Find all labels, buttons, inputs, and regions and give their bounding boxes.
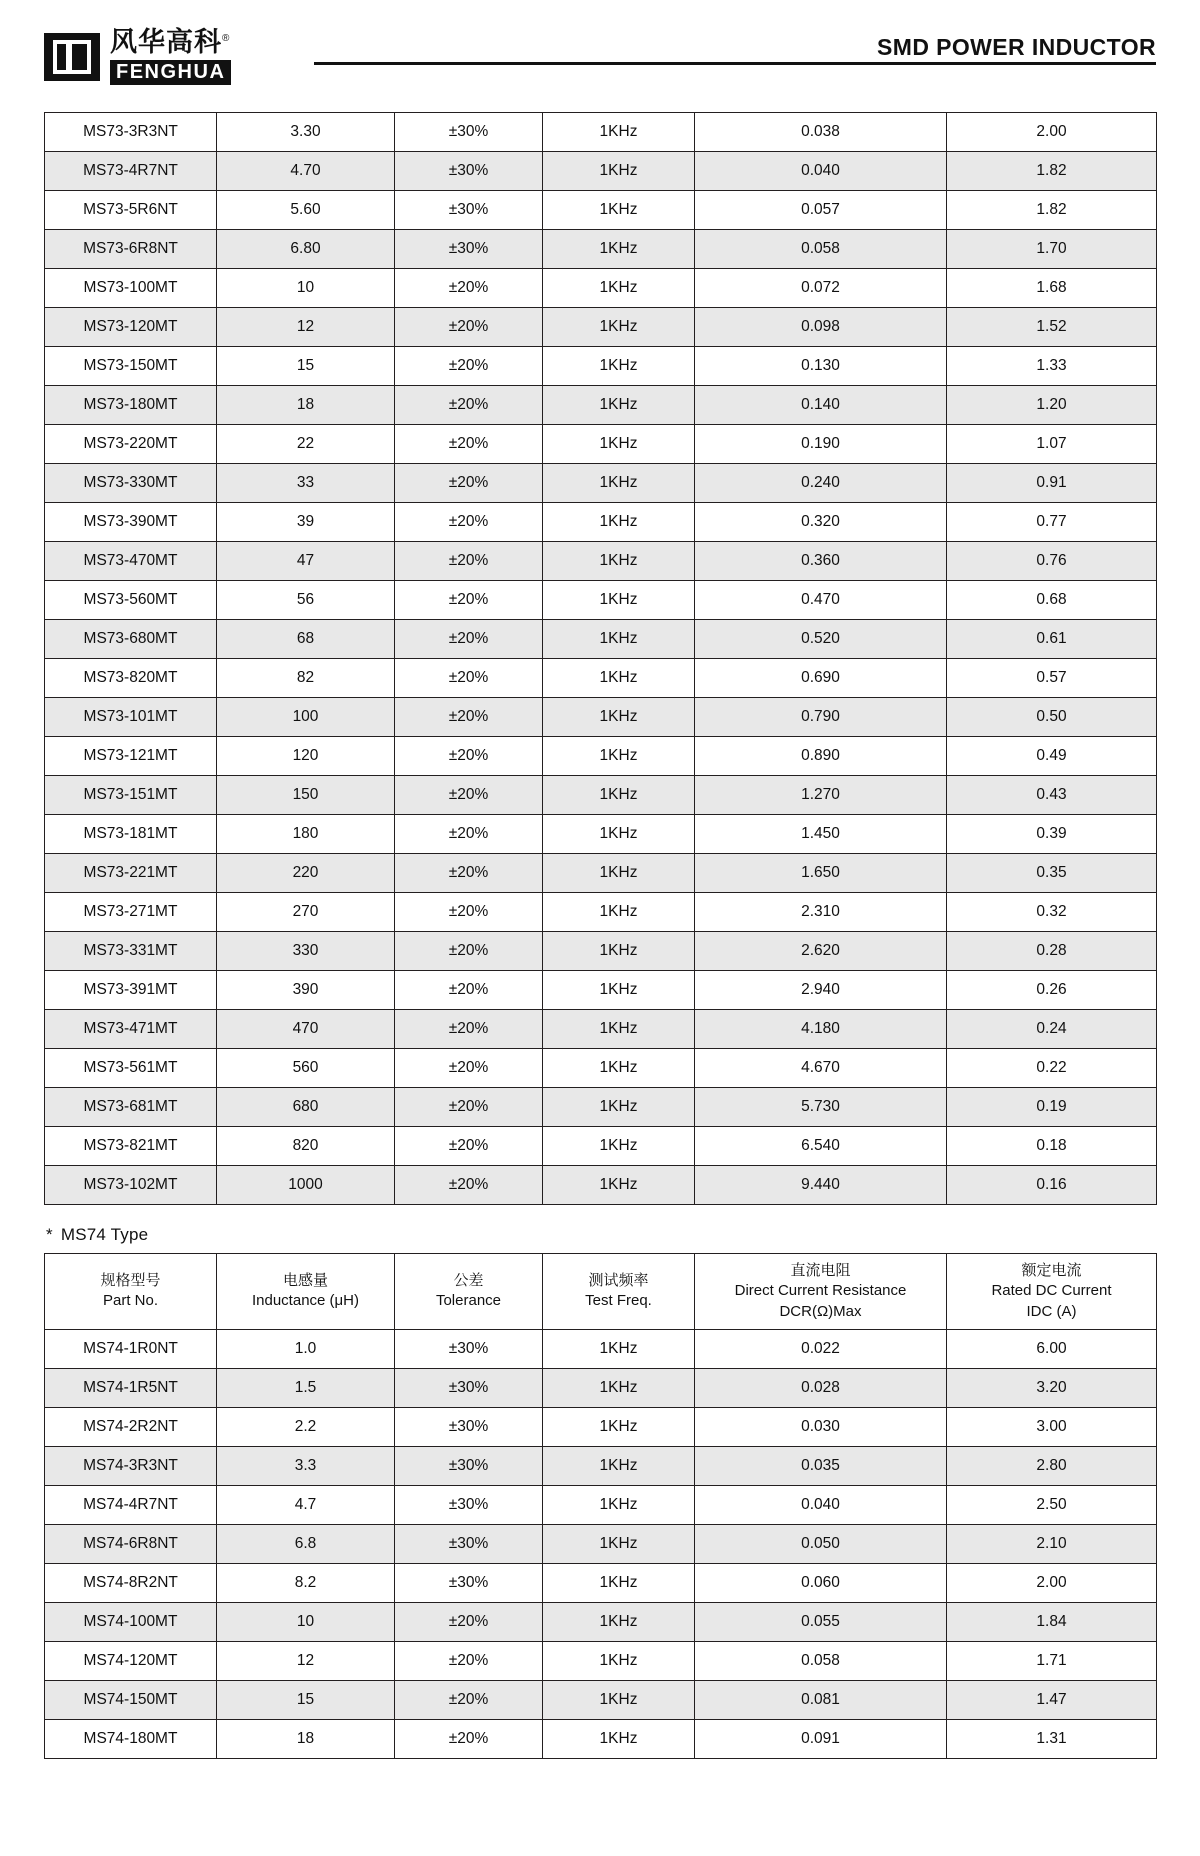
table-cell: 1.650 [695, 854, 947, 893]
table-cell: ±30% [395, 1524, 543, 1563]
table-row [45, 854, 1157, 893]
table-cell: 6.80 [217, 230, 395, 269]
table-cell: 0.790 [695, 698, 947, 737]
table-cell: 2.310 [695, 893, 947, 932]
table-cell: MS73-471MT [45, 1010, 217, 1049]
table-cell: MS73-390MT [45, 503, 217, 542]
table-cell: 2.80 [947, 1446, 1157, 1485]
table-cell: 1KHz [543, 620, 695, 659]
table-cell: MS73-120MT [45, 308, 217, 347]
table-cell: 8.2 [217, 1563, 395, 1602]
table-cell: 0.49 [947, 737, 1157, 776]
table-cell: 1KHz [543, 425, 695, 464]
table-row [45, 1641, 1157, 1680]
table-cell: 2.00 [947, 113, 1157, 152]
table-cell: 1KHz [543, 386, 695, 425]
table-cell: ±20% [395, 659, 543, 698]
table-cell: 1KHz [543, 1329, 695, 1368]
table-cell: 6.540 [695, 1127, 947, 1166]
table-cell: 1.82 [947, 191, 1157, 230]
table-cell: ±20% [395, 776, 543, 815]
table-row [45, 1485, 1157, 1524]
table-cell: 1KHz [543, 1602, 695, 1641]
table-cell: MS73-271MT [45, 893, 217, 932]
table-cell: 0.050 [695, 1524, 947, 1563]
table-cell: MS73-151MT [45, 776, 217, 815]
table-row [45, 932, 1157, 971]
table-cell: ±20% [395, 1088, 543, 1127]
table-row [45, 620, 1157, 659]
table-row [45, 893, 1157, 932]
table-cell: 1KHz [543, 269, 695, 308]
table-cell: 0.68 [947, 581, 1157, 620]
table-cell: 0.038 [695, 113, 947, 152]
table-cell: ±20% [395, 620, 543, 659]
table-cell: 0.098 [695, 308, 947, 347]
table-row [45, 230, 1157, 269]
table-cell: 1.450 [695, 815, 947, 854]
table-cell: ±20% [395, 581, 543, 620]
table-cell: ±20% [395, 1719, 543, 1758]
table-cell: MS73-5R6NT [45, 191, 217, 230]
table-row [45, 503, 1157, 542]
table-cell: MS73-102MT [45, 1166, 217, 1205]
table-cell: 1.70 [947, 230, 1157, 269]
table-row [45, 464, 1157, 503]
table-row [45, 581, 1157, 620]
header-rated-current: 额定电流 Rated DC Current IDC (A) [947, 1254, 1157, 1330]
table-cell: ±20% [395, 737, 543, 776]
brand-name-en: FENGHUA [110, 60, 231, 85]
table-cell: ±20% [395, 1010, 543, 1049]
table-cell: MS74-1R0NT [45, 1329, 217, 1368]
table-cell: MS73-821MT [45, 1127, 217, 1166]
table-cell: 1KHz [543, 1563, 695, 1602]
table-cell: 2.2 [217, 1407, 395, 1446]
table-cell: 1KHz [543, 503, 695, 542]
table-cell: 0.035 [695, 1446, 947, 1485]
table-cell: 0.43 [947, 776, 1157, 815]
table-cell: 1KHz [543, 1166, 695, 1205]
table-cell: 1.5 [217, 1368, 395, 1407]
table-cell: 390 [217, 971, 395, 1010]
header-part-no: 规格型号 Part No. [45, 1254, 217, 1330]
table-cell: MS73-221MT [45, 854, 217, 893]
table-cell: 1KHz [543, 1524, 695, 1563]
table-cell: 2.940 [695, 971, 947, 1010]
table-cell: ±30% [395, 1485, 543, 1524]
table-cell: 1KHz [543, 191, 695, 230]
table-cell: MS74-2R2NT [45, 1407, 217, 1446]
table-cell: 18 [217, 1719, 395, 1758]
table-cell: 1KHz [543, 776, 695, 815]
table-cell: 1.07 [947, 425, 1157, 464]
table-cell: 0.040 [695, 152, 947, 191]
table-cell: 0.022 [695, 1329, 947, 1368]
table-cell: MS73-100MT [45, 269, 217, 308]
table-cell: ±20% [395, 893, 543, 932]
page-title: SMD POWER INDUCTOR [863, 34, 1156, 61]
table-cell: ±20% [395, 347, 543, 386]
table-cell: 1.82 [947, 152, 1157, 191]
table-cell: ±30% [395, 191, 543, 230]
table-cell: 0.77 [947, 503, 1157, 542]
table-cell: 0.32 [947, 893, 1157, 932]
table-cell: MS73-330MT [45, 464, 217, 503]
table-row [45, 776, 1157, 815]
table-row [45, 347, 1157, 386]
table-row [45, 1563, 1157, 1602]
table-cell: ±20% [395, 503, 543, 542]
table-row [45, 152, 1157, 191]
table-cell: ±30% [395, 1329, 543, 1368]
table-cell: 1000 [217, 1166, 395, 1205]
table-cell: 6.8 [217, 1524, 395, 1563]
table-cell: 0.76 [947, 542, 1157, 581]
table-row [45, 113, 1157, 152]
header-tolerance: 公差 Tolerance [395, 1254, 543, 1330]
table-cell: 1KHz [543, 1088, 695, 1127]
brand-text [110, 29, 231, 85]
table-cell: 0.055 [695, 1602, 947, 1641]
table-cell: ±30% [395, 113, 543, 152]
table-cell: 1KHz [543, 1127, 695, 1166]
table-cell: 1.68 [947, 269, 1157, 308]
table-cell: MS73-150MT [45, 347, 217, 386]
table-cell: MS73-181MT [45, 815, 217, 854]
table-row [45, 815, 1157, 854]
table-row [45, 1368, 1157, 1407]
table-cell: 15 [217, 1680, 395, 1719]
table-cell: ±30% [395, 1563, 543, 1602]
table-cell: 1KHz [543, 581, 695, 620]
table-cell: 0.320 [695, 503, 947, 542]
table-cell: ±20% [395, 308, 543, 347]
table-cell: ±20% [395, 854, 543, 893]
table-cell: 10 [217, 1602, 395, 1641]
table-row [45, 1602, 1157, 1641]
table-row [45, 269, 1157, 308]
table-cell: 0.22 [947, 1049, 1157, 1088]
table-row [45, 1680, 1157, 1719]
table-row [45, 1049, 1157, 1088]
table-cell: 1KHz [543, 1407, 695, 1446]
table-cell: 0.360 [695, 542, 947, 581]
table-cell: ±30% [395, 1446, 543, 1485]
table-cell: 0.190 [695, 425, 947, 464]
table-row [45, 1010, 1157, 1049]
table-cell: 680 [217, 1088, 395, 1127]
table-row [45, 425, 1157, 464]
table-cell: 0.058 [695, 230, 947, 269]
table-cell: 1KHz [543, 1010, 695, 1049]
table-cell: 5.730 [695, 1088, 947, 1127]
table-cell: MS73-560MT [45, 581, 217, 620]
table-cell: ±20% [395, 425, 543, 464]
table-cell: 12 [217, 1641, 395, 1680]
table-row [45, 1127, 1157, 1166]
table-cell: ±30% [395, 1407, 543, 1446]
fenghua-logo-icon [44, 33, 100, 81]
table-cell: ±30% [395, 152, 543, 191]
table-cell: ±20% [395, 932, 543, 971]
table-cell: 100 [217, 698, 395, 737]
table-cell: MS74-180MT [45, 1719, 217, 1758]
table-row [45, 1329, 1157, 1368]
table-cell: 1KHz [543, 737, 695, 776]
table-cell: ±30% [395, 230, 543, 269]
table-cell: MS73-101MT [45, 698, 217, 737]
table-cell: 1.47 [947, 1680, 1157, 1719]
table-cell: ±20% [395, 815, 543, 854]
table-cell: 1.31 [947, 1719, 1157, 1758]
table-cell: 180 [217, 815, 395, 854]
ms73-table [44, 112, 1157, 1205]
table-cell: 0.520 [695, 620, 947, 659]
header-divider [314, 62, 1156, 65]
table-cell: 1KHz [543, 113, 695, 152]
table-cell: 4.670 [695, 1049, 947, 1088]
table-cell: 1KHz [543, 464, 695, 503]
registered-mark: ® [222, 33, 231, 44]
table-cell: 47 [217, 542, 395, 581]
page-header [44, 0, 1156, 100]
table-cell: 12 [217, 308, 395, 347]
table-cell: MS73-220MT [45, 425, 217, 464]
table-cell: 1KHz [543, 971, 695, 1010]
table-row [45, 737, 1157, 776]
table-cell: MS74-150MT [45, 1680, 217, 1719]
table-cell: 1.270 [695, 776, 947, 815]
table-cell: 1.71 [947, 1641, 1157, 1680]
table-cell: 0.060 [695, 1563, 947, 1602]
table-cell: MS73-561MT [45, 1049, 217, 1088]
table-cell: MS74-3R3NT [45, 1446, 217, 1485]
table-cell: MS73-681MT [45, 1088, 217, 1127]
table-cell: 0.50 [947, 698, 1157, 737]
ms74-label-text: MS74 Type [60, 1225, 149, 1244]
header-inductance: 电感量 Inductance (μH) [217, 1254, 395, 1330]
table-row [45, 698, 1157, 737]
table-row [45, 971, 1157, 1010]
table-cell: 2.10 [947, 1524, 1157, 1563]
table-cell: 4.180 [695, 1010, 947, 1049]
table-cell: 470 [217, 1010, 395, 1049]
table-cell: MS73-391MT [45, 971, 217, 1010]
table-cell: 1.33 [947, 347, 1157, 386]
table-cell: 6.00 [947, 1329, 1157, 1368]
table-cell: 270 [217, 893, 395, 932]
table-cell: 0.890 [695, 737, 947, 776]
table-cell: 22 [217, 425, 395, 464]
table-cell: 1KHz [543, 1680, 695, 1719]
table-row [45, 191, 1157, 230]
table-cell: ±20% [395, 1049, 543, 1088]
table-cell: MS74-100MT [45, 1602, 217, 1641]
table-cell: 0.140 [695, 386, 947, 425]
table-cell: ±20% [395, 1127, 543, 1166]
table-cell: MS73-121MT [45, 737, 217, 776]
table-cell: 0.130 [695, 347, 947, 386]
table-cell: 0.91 [947, 464, 1157, 503]
table-cell: 560 [217, 1049, 395, 1088]
table-cell: 0.24 [947, 1010, 1157, 1049]
table-cell: MS73-820MT [45, 659, 217, 698]
table-cell: 1.20 [947, 386, 1157, 425]
table-cell: 150 [217, 776, 395, 815]
table-cell: ±20% [395, 269, 543, 308]
table-cell: ±20% [395, 1166, 543, 1205]
table-cell: 0.040 [695, 1485, 947, 1524]
table-cell: 0.35 [947, 854, 1157, 893]
ms73-table-wrapper [44, 112, 1156, 1205]
table-cell: 3.30 [217, 113, 395, 152]
table-cell: ±20% [395, 386, 543, 425]
table-row [45, 1407, 1157, 1446]
table-row [45, 386, 1157, 425]
table-cell: 0.057 [695, 191, 947, 230]
table-cell: MS73-331MT [45, 932, 217, 971]
table-cell: 5.60 [217, 191, 395, 230]
table-cell: 10 [217, 269, 395, 308]
table-row [45, 1524, 1157, 1563]
table-cell: 0.26 [947, 971, 1157, 1010]
table-cell: 33 [217, 464, 395, 503]
table-cell: 3.00 [947, 1407, 1157, 1446]
table-cell: ±20% [395, 1602, 543, 1641]
table-cell: 1.0 [217, 1329, 395, 1368]
table-cell: 0.61 [947, 620, 1157, 659]
table-cell: 0.470 [695, 581, 947, 620]
header-dcr: 直流电阻 Direct Current Resistance DCR(Ω)Max [695, 1254, 947, 1330]
brand-name-cn: 风华高科® [110, 27, 231, 57]
table-cell: MS74-6R8NT [45, 1524, 217, 1563]
table-cell: ±20% [395, 698, 543, 737]
table-row [45, 542, 1157, 581]
table-cell: 330 [217, 932, 395, 971]
table-cell: 1KHz [543, 308, 695, 347]
ms74-table [44, 1253, 1157, 1759]
table-cell: 0.091 [695, 1719, 947, 1758]
table-cell: 1KHz [543, 893, 695, 932]
table-cell: 1KHz [543, 347, 695, 386]
table-cell: 56 [217, 581, 395, 620]
table-cell: 1KHz [543, 1368, 695, 1407]
table-cell: 2.620 [695, 932, 947, 971]
table-cell: 1KHz [543, 932, 695, 971]
table-cell: 0.16 [947, 1166, 1157, 1205]
table-cell: 0.19 [947, 1088, 1157, 1127]
table-cell: 68 [217, 620, 395, 659]
table-cell: 0.18 [947, 1127, 1157, 1166]
table-cell: 4.70 [217, 152, 395, 191]
table-cell: 1KHz [543, 1049, 695, 1088]
table-row [45, 1166, 1157, 1205]
table-cell: 1KHz [543, 854, 695, 893]
table-cell: 1KHz [543, 1485, 695, 1524]
ms74-section-label [46, 1225, 1156, 1245]
table-cell: MS74-120MT [45, 1641, 217, 1680]
brand-logo [44, 29, 237, 85]
table-row [45, 659, 1157, 698]
table-cell: MS74-1R5NT [45, 1368, 217, 1407]
table-cell: 0.57 [947, 659, 1157, 698]
table-cell: MS73-4R7NT [45, 152, 217, 191]
table-cell: ±20% [395, 971, 543, 1010]
table-header-row [45, 1254, 1157, 1330]
table-cell: 0.072 [695, 269, 947, 308]
table-cell: 0.39 [947, 815, 1157, 854]
table-cell: MS73-3R3NT [45, 113, 217, 152]
table-cell: 1.84 [947, 1602, 1157, 1641]
table-cell: 1KHz [543, 659, 695, 698]
table-cell: 0.081 [695, 1680, 947, 1719]
table-cell: 3.20 [947, 1368, 1157, 1407]
table-cell: 39 [217, 503, 395, 542]
table-cell: MS74-8R2NT [45, 1563, 217, 1602]
table-cell: 18 [217, 386, 395, 425]
table-cell: 0.240 [695, 464, 947, 503]
table-cell: 1KHz [543, 815, 695, 854]
bullet-star-icon: * [46, 1225, 53, 1244]
header-test-freq: 测试频率 Test Freq. [543, 1254, 695, 1330]
table-cell: MS73-470MT [45, 542, 217, 581]
table-cell: 1KHz [543, 542, 695, 581]
table-cell: ±20% [395, 464, 543, 503]
ms74-table-head [45, 1254, 1157, 1330]
table-row [45, 1446, 1157, 1485]
table-cell: 82 [217, 659, 395, 698]
table-cell: 0.028 [695, 1368, 947, 1407]
table-row [45, 1719, 1157, 1758]
table-cell: 120 [217, 737, 395, 776]
table-cell: MS73-6R8NT [45, 230, 217, 269]
table-cell: 220 [217, 854, 395, 893]
table-cell: ±30% [395, 1368, 543, 1407]
table-cell: 1KHz [543, 152, 695, 191]
table-row [45, 308, 1157, 347]
table-cell: 2.50 [947, 1485, 1157, 1524]
table-cell: 2.00 [947, 1563, 1157, 1602]
table-cell: 1.52 [947, 308, 1157, 347]
table-cell: 820 [217, 1127, 395, 1166]
table-cell: 1KHz [543, 698, 695, 737]
table-cell: 1KHz [543, 1719, 695, 1758]
table-cell: 4.7 [217, 1485, 395, 1524]
table-cell: 0.030 [695, 1407, 947, 1446]
table-cell: 0.28 [947, 932, 1157, 971]
table-cell: 1KHz [543, 1446, 695, 1485]
table-cell: 9.440 [695, 1166, 947, 1205]
table-cell: 0.058 [695, 1641, 947, 1680]
table-cell: MS74-4R7NT [45, 1485, 217, 1524]
table-cell: 1KHz [543, 230, 695, 269]
table-cell: ±20% [395, 542, 543, 581]
table-cell: ±20% [395, 1641, 543, 1680]
table-cell: MS73-180MT [45, 386, 217, 425]
table-cell: 3.3 [217, 1446, 395, 1485]
table-cell: 15 [217, 347, 395, 386]
table-cell: 0.690 [695, 659, 947, 698]
table-cell: 1KHz [543, 1641, 695, 1680]
table-row [45, 1088, 1157, 1127]
table-cell: MS73-680MT [45, 620, 217, 659]
table-cell: ±20% [395, 1680, 543, 1719]
